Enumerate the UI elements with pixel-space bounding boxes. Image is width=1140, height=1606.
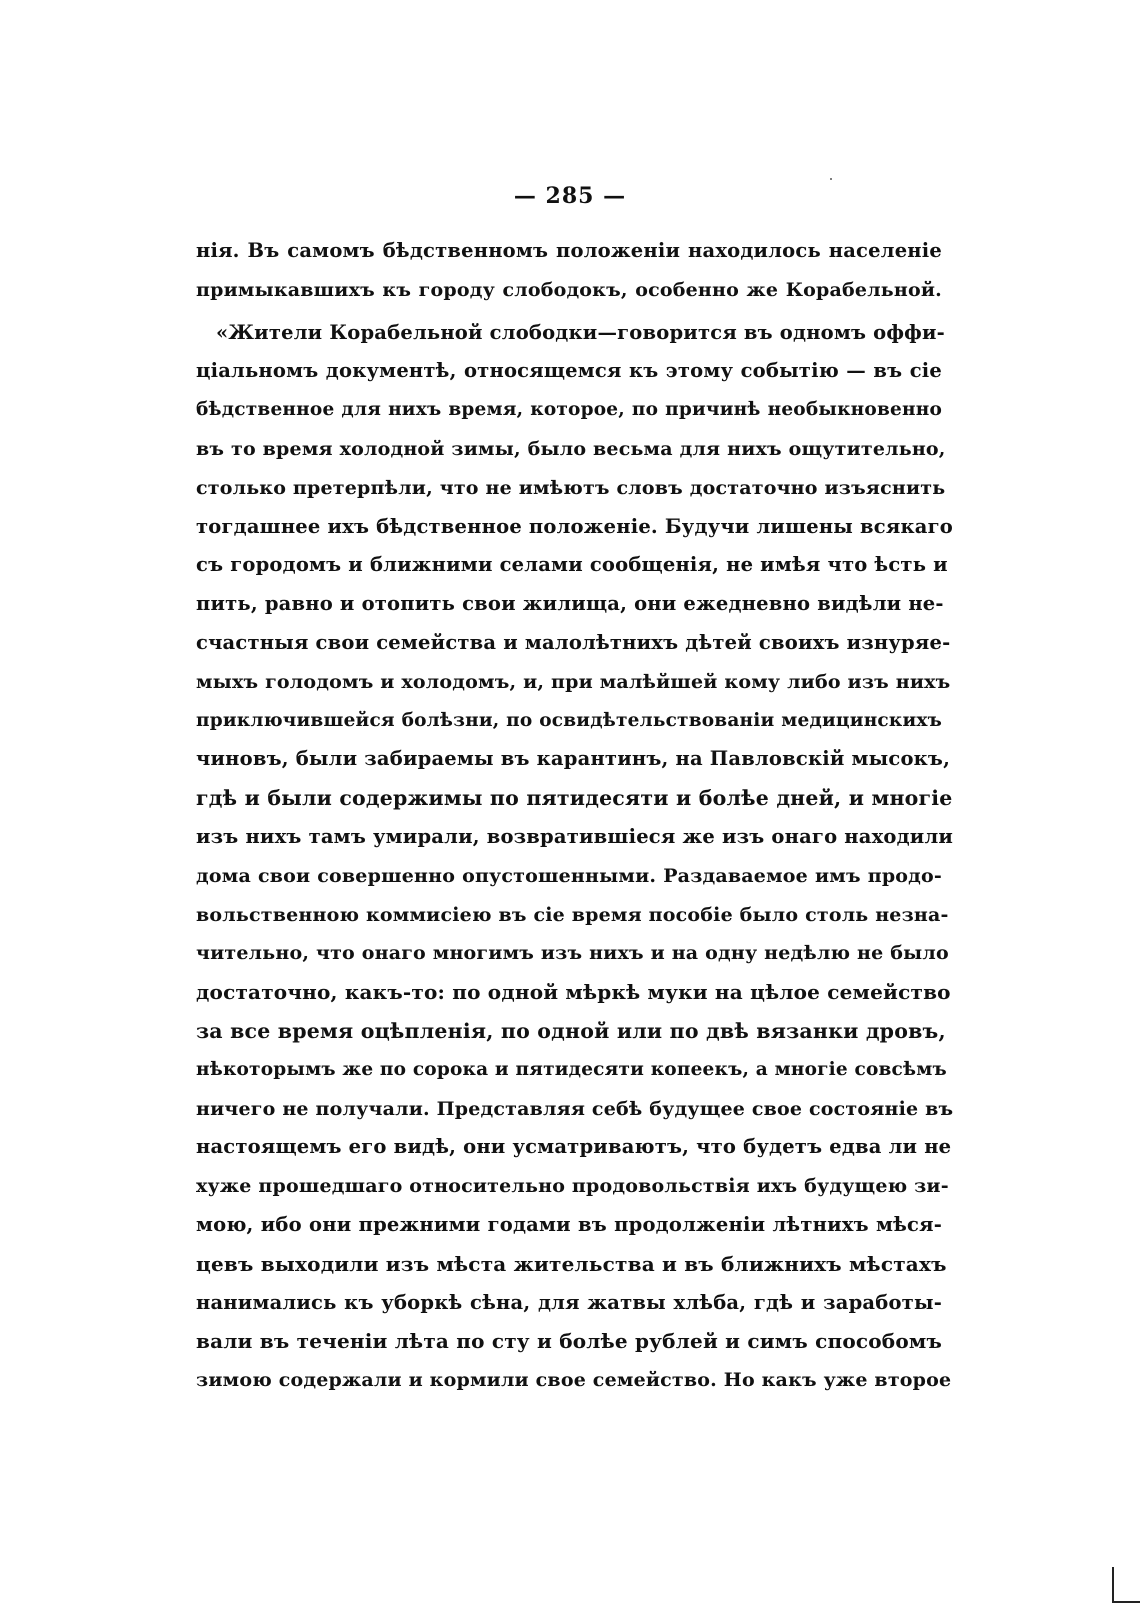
text-line: въ то время холодной зимы, было весьма для нихъ ощутительно, bbox=[196, 437, 946, 460]
text-line: нанимались къ уборкѣ сѣна, для жатвы хлѣба, гдѣ и заработы- bbox=[196, 1290, 942, 1314]
text-line: ничего не получали. Представляя себѣ будущее свое состояніе въ bbox=[196, 1097, 954, 1120]
text-line: тогдашнее ихъ бѣдственное положеніе. Будучи лишены всякаго bbox=[196, 514, 953, 538]
text-line: гдѣ и были содержимы по пятидесяти и болѣе дней, и многіе bbox=[196, 786, 953, 811]
text-line: ціальномъ документѣ, относящемся къ этому событію — въ сіе bbox=[196, 359, 942, 383]
ink-speck bbox=[830, 178, 832, 180]
text-line: бѣдственное для нихъ время, которое, по причинѣ необыкновенно bbox=[196, 399, 942, 421]
text-line: приключившейся болѣзни, по освидѣтельствованіи медицинскихъ bbox=[196, 709, 942, 731]
text-line: «Жители Корабельной слободки—говорится въ одномъ оффи- bbox=[216, 320, 945, 344]
text-line: счастныя свои семейства и малолѣтнихъ дѣтей своихъ изнуряе- bbox=[196, 630, 951, 654]
text-line: за все время оцѣпленія, по одной или по двѣ вязанки дровъ, bbox=[196, 1018, 946, 1043]
paragraph-1 bbox=[196, 232, 942, 310]
text-line: достаточно, какъ-то: по одной мѣркѣ муки на цѣлое семейство bbox=[196, 980, 951, 1005]
text-line: съ городомъ и ближними селами сообщенія, не имѣя что ѣсть и bbox=[196, 553, 948, 577]
text-line: вольственною коммисіею въ сіе время пособіе было столь незна- bbox=[196, 903, 949, 926]
page-number: — 285 — bbox=[513, 183, 627, 209]
text-line: чительно, что онаго многимъ изъ нихъ и на одну недѣлю не было bbox=[196, 942, 949, 965]
text-line: цевъ выходили изъ мѣста жительства и въ ближнихъ мѣстахъ bbox=[196, 1251, 947, 1276]
body-text bbox=[196, 232, 954, 1400]
text-line: столько претерпѣли, что не имѣютъ словъ достаточно изъяснить bbox=[196, 476, 946, 499]
text-line: чиновъ, были забираемы въ карантинъ, на Павловскій мысокъ, bbox=[196, 747, 951, 771]
text-line: зимою содержали и кормили свое семейство. Но какъ уже второе bbox=[196, 1369, 952, 1392]
paragraph-2 bbox=[196, 314, 954, 1400]
text-line: мою, ибо они прежними годами въ продолженіи лѣтнихъ мѣся- bbox=[196, 1212, 942, 1236]
text-line: пить, равно и отопить свои жилища, они ежедневно видѣли не- bbox=[196, 592, 944, 616]
text-line: настоящемъ его видѣ, они усматриваютъ, что будетъ едва ли не bbox=[196, 1135, 952, 1159]
text-line: нѣкоторымъ же по сорока и пятидесяти копеекъ, а многіе совсѣмъ bbox=[196, 1058, 947, 1080]
text-line: мыхъ голодомъ и холодомъ, и, при малѣйшей кому либо изъ нихъ bbox=[196, 670, 951, 693]
text-line: изъ нихъ тамъ умирали, возвратившіеся же изъ онаго находили bbox=[196, 824, 954, 848]
page-corner-mark bbox=[1112, 1567, 1140, 1603]
text-line: дома свои совершенно опустошенными. Раздаваемое имъ продо- bbox=[196, 864, 942, 887]
text-line: вали въ теченіи лѣта по сту и болѣе рублей и симъ способомъ bbox=[196, 1329, 942, 1354]
text-line: хуже прошедшаго относительно продовольствія ихъ будущею зи- bbox=[196, 1175, 949, 1198]
text-line: нія. Въ самомъ бѣдственномъ положеніи находилось населеніе bbox=[196, 239, 942, 262]
text-line: примыкавшихъ къ городу слободокъ, особенно же Корабельной. bbox=[196, 278, 942, 301]
